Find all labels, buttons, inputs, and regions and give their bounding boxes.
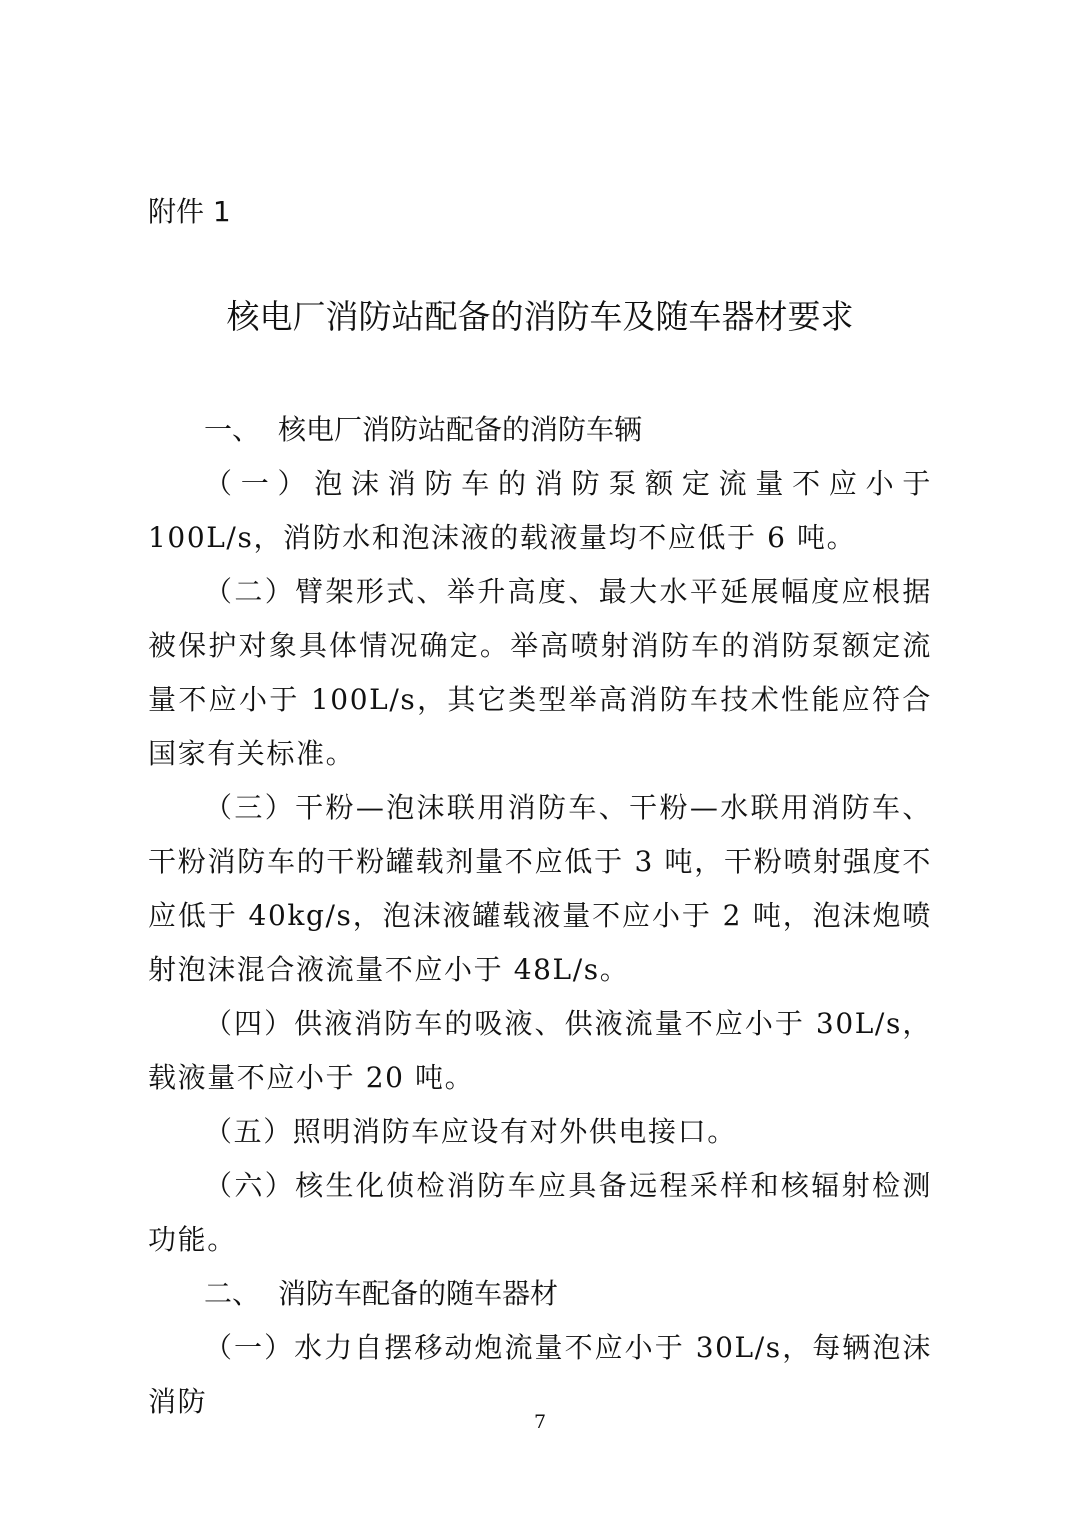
paragraph-2-1: （一）水力自摆移动炮流量不应小于 30L/s，每辆泡沫消防 <box>148 1331 932 1418</box>
section-title-2: 消防车配备的随车器材 <box>278 1277 559 1310</box>
paragraph-1-2: （二）臂架形式、举升高度、最大水平延展幅度应根据被保护对象具体情况确定。举高喷射消防车的消防泵额定流量不应小于 100L/s，其它类型举高消防车技术性能应符合国家有关标准。 <box>148 575 932 770</box>
page-number: 7 <box>533 1411 547 1433</box>
document-body <box>148 403 932 1429</box>
paragraph-1-6: （六）核生化侦检消防车应具备远程采样和核辐射检测功能。 <box>148 1169 932 1256</box>
attachment-label: 附件 1 <box>148 195 231 228</box>
section-number-1: 一、 <box>204 413 261 446</box>
section-number-2: 二、 <box>204 1277 261 1310</box>
paragraph-1-4: （四）供液消防车的吸液、供液流量不应小于 30L/s，载液量不应小于 20 吨。 <box>148 1007 932 1094</box>
section-heading-2 <box>148 1267 932 1321</box>
section-heading-1 <box>148 403 932 457</box>
paragraph-1-1: （一）泡沫消防车的消防泵额定流量不应小于 100L/s，消防水和泡沫液的载液量均不应低于 6 吨。 <box>148 467 932 554</box>
paragraph-1-5: （五）照明消防车应设有对外供电接口。 <box>204 1115 737 1148</box>
document-title: 核电厂消防站配备的消防车及随车器材要求 <box>226 297 854 336</box>
paragraph-1-3: （三）干粉—泡沫联用消防车、干粉—水联用消防车、干粉消防车的干粉罐载剂量不应低于 3 吨，干粉喷射强度不应低于 40kg/s，泡沫液罐载液量不应小于 2 吨，泡沫炮喷射泡沫混合液流量不应小于 48L/s。 <box>148 791 932 986</box>
section-title-1: 核电厂消防站配备的消防车辆 <box>278 413 643 446</box>
